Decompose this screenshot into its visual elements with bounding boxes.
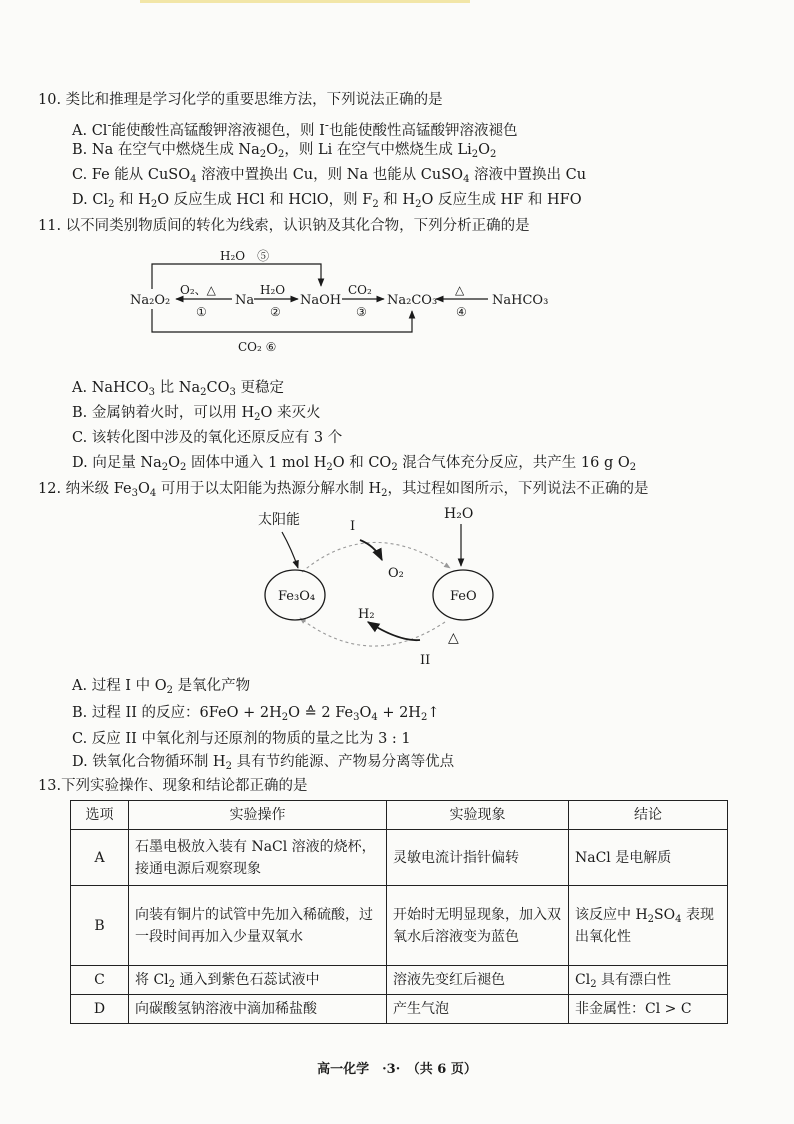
q12-option-a: A. 过程 I 中 $O_2$ 是氧化产物 bbox=[72, 678, 251, 696]
arrow-4-label: △ bbox=[455, 283, 465, 297]
q12-option-d: D. 铁氧化合物循环制 $H_2$ 具有节约能源、产物易分离等优点 bbox=[72, 754, 455, 772]
table-row bbox=[71, 995, 728, 1024]
table-row bbox=[71, 966, 728, 995]
page-footer: 高一化学 ·3· （共 6 页） bbox=[317, 1062, 477, 1077]
arrow-3-number: ③ bbox=[356, 305, 367, 319]
header-option: 选项 bbox=[71, 801, 129, 830]
table-header-row bbox=[71, 801, 728, 830]
q11-option-d: D. 向足量 $Na_2O_2$ 固体中通入 1 mol $H_2O$ 和 $CO_2$ 混合气体充分反应，共产生 16 g $O_2$ bbox=[72, 455, 637, 473]
q11-option-c: C. 该转化图中涉及的氧化还原反应有 3 个 bbox=[72, 430, 343, 446]
fe3o4-label: Fe₃O₄ bbox=[278, 589, 316, 604]
arrow-1-label: O₂、△ bbox=[180, 283, 216, 297]
scan-artifact bbox=[140, 0, 470, 3]
step-1-label: I bbox=[350, 519, 356, 534]
q10-option-c: C. Fe 能从 CuSO$_4$ 溶液中置换出 Cu，则 Na 也能从 CuSO$_4$ 溶液中置换出 Cu bbox=[72, 167, 587, 185]
row-conclusion: NaCl 是电解质 bbox=[569, 830, 728, 886]
o2-label: O₂ bbox=[388, 566, 404, 581]
row-phenomenon: 灵敏电流计指针偏转 bbox=[387, 830, 569, 886]
cycle-arc-top bbox=[302, 542, 450, 572]
species-na2co3: Na₂CO₃ bbox=[387, 293, 438, 308]
sodium-conversion-diagram bbox=[120, 244, 560, 359]
row-operation: 石墨电极放入装有 NaCl 溶液的烧杯，接通电源后观察现象 bbox=[129, 830, 387, 886]
arrow-5-label: H₂O ⑤ bbox=[220, 249, 270, 263]
row-option: B bbox=[71, 886, 129, 966]
table-row bbox=[71, 886, 728, 966]
sun-energy-label: 太阳能 bbox=[258, 512, 300, 528]
q10-option-d: D. $Cl_2$ 和 $H_2O$ 反应生成 HCl 和 HClO，则 $F_2$ 和 $H_2O$ 反应生成 HF 和 HFO bbox=[72, 192, 582, 210]
row-phenomenon: 产生气泡 bbox=[387, 995, 569, 1024]
arrow-4-number: ④ bbox=[456, 305, 467, 319]
arrow-2-number: ② bbox=[270, 305, 281, 319]
arrow-2-label: H₂O bbox=[260, 283, 286, 297]
arrow-1-number: ① bbox=[196, 305, 207, 319]
h2-label: H₂ bbox=[358, 607, 375, 622]
h2-arrow bbox=[368, 622, 420, 640]
step-2-label: II bbox=[420, 653, 431, 668]
experiment-table bbox=[70, 800, 728, 1024]
q12-option-b: B. 过程 II 的反应：$6FeO + 2H_2O$ ≙ 2 $Fe_3O_4$ + $2H_2↑$ bbox=[72, 705, 440, 723]
row-conclusion: 非金属性：Cl > C bbox=[569, 995, 728, 1024]
q10-option-a: A. Cl-能使酸性高锰酸钾溶液褪色，则 I-也能使酸性高锰酸钾溶液褪色 bbox=[72, 118, 518, 139]
arrow-6 bbox=[152, 309, 412, 332]
row-operation: 向装有铜片的试管中先加入稀硫酸，过一段时间再加入少量双氧水 bbox=[129, 886, 387, 966]
sun-arrow bbox=[282, 532, 298, 568]
species-nahco3: NaHCO₃ bbox=[492, 293, 549, 308]
species-naoh: NaOH bbox=[300, 293, 342, 308]
row-phenomenon: 开始时无明显现象，加入双氧水后溶液变为蓝色 bbox=[387, 886, 569, 966]
row-operation: 将 $Cl_2$ 通入到紫色石蕊试液中 bbox=[129, 966, 387, 995]
arrow-5 bbox=[152, 264, 321, 289]
header-phenomenon: 实验现象 bbox=[387, 801, 569, 830]
feo-label: FeO bbox=[450, 589, 477, 604]
h2o-label: H₂O bbox=[444, 506, 474, 522]
row-option: A bbox=[71, 830, 129, 886]
q13-stem: 13.下列实验操作、现象和结论都正确的是 bbox=[38, 778, 308, 794]
q11-option-b: B. 金属钠着火时，可以用 $H_2O$ 来灭火 bbox=[72, 405, 321, 423]
species-na: Na bbox=[235, 293, 255, 308]
q12-option-c: C. 反应 II 中氧化剂与还原剂的物质的量之比为 3 : 1 bbox=[72, 731, 411, 747]
row-operation: 向碳酸氢钠溶液中滴加稀盐酸 bbox=[129, 995, 387, 1024]
q10-stem: 10. 类比和推理是学习化学的重要思维方法，下列说法正确的是 bbox=[38, 92, 443, 108]
row-conclusion: 该反应中 $H_2SO_4$ 表现出氧化性 bbox=[569, 886, 728, 966]
q11-stem: 11. 以不同类别物质间的转化为线索，认识钠及其化合物，下列分析正确的是 bbox=[38, 218, 530, 234]
q11-option-a: A. NaHCO$_3$ 比 $Na_2CO_3$ 更稳定 bbox=[72, 380, 284, 398]
table-row bbox=[71, 830, 728, 886]
row-option: D bbox=[71, 995, 129, 1024]
arrow-6-label: CO₂ ⑥ bbox=[238, 340, 277, 354]
arrow-3-label: CO₂ bbox=[348, 283, 372, 297]
cycle-arc-bottom bbox=[300, 618, 445, 646]
header-conclusion: 结论 bbox=[569, 801, 728, 830]
row-conclusion: $Cl_2$ 具有漂白性 bbox=[569, 966, 728, 995]
header-operation: 实验操作 bbox=[129, 801, 387, 830]
row-phenomenon: 溶液先变红后褪色 bbox=[387, 966, 569, 995]
water-splitting-cycle-diagram bbox=[240, 500, 510, 675]
q10-option-b: B. Na 在空气中燃烧生成 $Na_2O_2$，则 Li 在空气中燃烧生成 $Li_2O_2$ bbox=[72, 142, 497, 160]
row-option: C bbox=[71, 966, 129, 995]
heat-symbol: △ bbox=[448, 630, 459, 646]
q12-stem: 12. 纳米级 $Fe_3O_4$ 可用于以太阳能为热源分解水制 $H_2$，其过程如图所示，下列说法不正确的是 bbox=[38, 481, 649, 499]
species-na2o2: Na₂O₂ bbox=[130, 293, 171, 308]
